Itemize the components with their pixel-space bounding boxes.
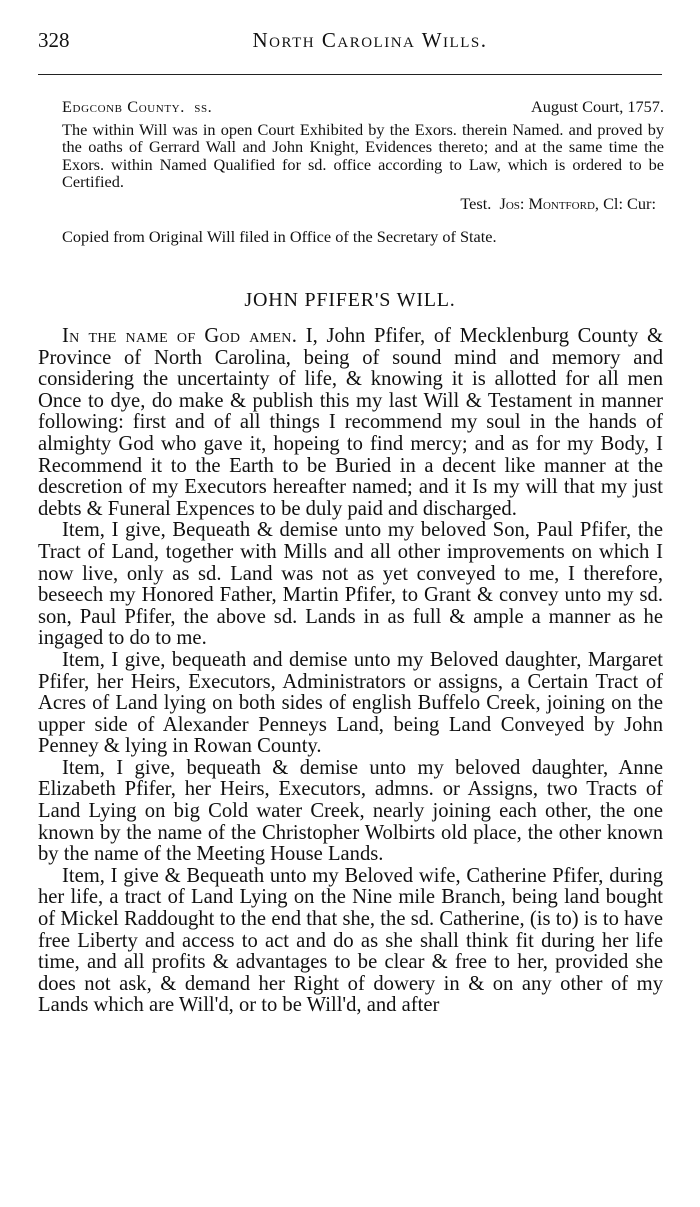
court-date: August Court, 1757. [531,97,664,116]
attest-suffix: Cl: Cur: [603,194,656,213]
court-line [62,98,664,118]
copied-note: Copied from Original Will filed in Office of the Secretary of State. [62,227,497,246]
header-rule [38,74,662,75]
attestation [62,194,664,214]
will-body [38,326,663,1017]
will-opening: In the name of God amen. [62,325,298,347]
scilicet: ss. [194,97,213,116]
will-paragraph: Item, I give & Bequeath unto my Beloved wife, Catherine Pfifer, during her life, a tract of Land Lying on the Nine mile Branch, being land bought of Mickel Raddought to the end that she, the sd. Catherine, (is to) is to have free Liberty and access to act and do as she shall think fit during her life time, and all profits & advantages to be clear & free to her, provided she does not ask, & demand her Right of dowery in & on any other of my Lands which are Will'd, or to be Will'd, and after [38,864,663,1017]
will-paragraph-text: I, John Pfifer, of Mecklenburg County & Province of North Carolina, being of sound mind and memory and considering the uncertainty of life, & knowing it is allotted for all men Once to dye, do make & publish this my last Will & Testament in manner following: first and of all things I recommend my soul in the hands of almighty God who gave it, hopeing to find mercy; and as for my Body, I Recommend it to the Earth to be Buried in a decent like manner at the descretion of my Executors hereafter named; and it Is my will that my just debts & Funeral Expences to be duly paid and discharged. [38,325,663,520]
running-head [38,28,662,58]
attest-name: Jos: Montford, [499,194,599,213]
court-note-text: The within Will was in open Court Exhibited by the Exors. therein Named. and proved by the oaths of Gerrard Wall and John Knight, Evidences thereto; and at the same time the Exors. within Named Qualified for sd. office according to Law, which is ordered to be Certified. [62,120,664,192]
will-paragraph: Item, I give, bequeath and demise unto my Beloved daughter, Margaret Pfifer, her Heirs, Executors, Administrators or assigns, a Certain Tract of Acres of Land lying on both sides of english Buffelo Creek, joining on the upper side of Alexander Penneys Land, being Land Conveyed by John Penney & lying in Rowan County. [38,648,663,758]
page-number: 328 [38,28,70,52]
will-title: JOHN PFIFER'S WILL. [244,289,456,311]
court-county [62,98,212,115]
will-paragraph: Item, I give, Bequeath & demise unto my beloved Son, Paul Pfifer, the Tract of Land, together with Mills and all other improvements on which I now live, only as sd. Land was not as yet conveyed to me, I therefore, beseech my Honored Father, Martin Pfifer, to Grant & convey unto my sd. son, Paul Pfifer, the above sd. Lands in as full & ample a manner as he ingaged to do to me. [38,519,663,650]
attest-prefix: Test. [460,194,492,213]
running-title: North Carolina Wills. [252,28,488,52]
court-note-body [62,121,664,191]
will-paragraph: Item, I give, bequeath & demise unto my beloved daughter, Anne Elizabeth Pfifer, her Heirs, Executors, admns. or Assigns, two Tracts of Land Lying on big Cold water Creek, nearly joining each other, the one known by the name of the Christopher Wolbirts old place, the other known by the name of the Meeting House Lands. [38,756,663,866]
county-name: Edgconb County. [62,97,185,116]
will-paragraph [38,326,663,520]
